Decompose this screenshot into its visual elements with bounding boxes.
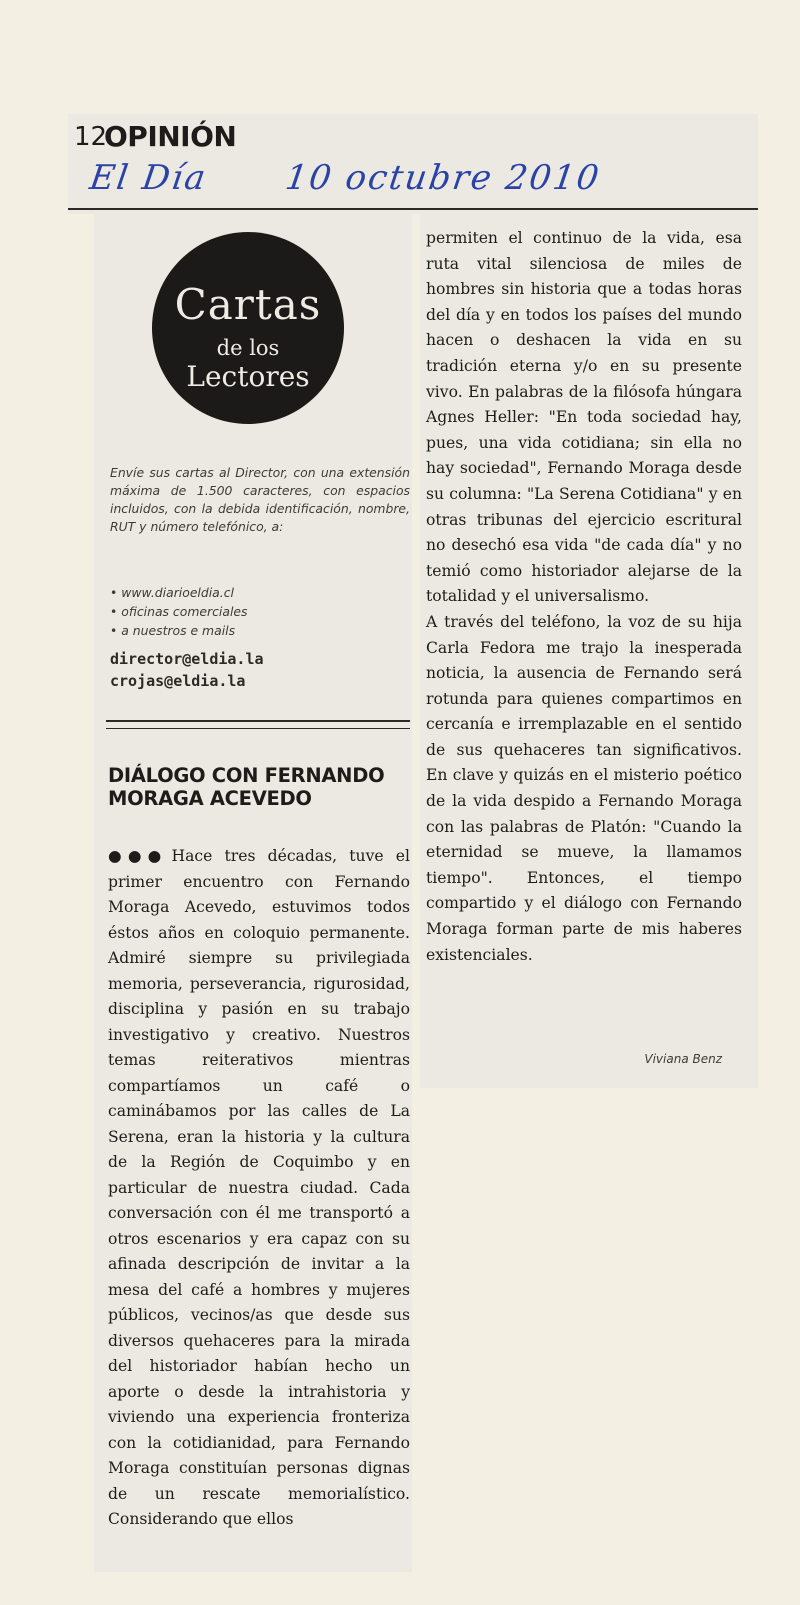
email-director: director@eldia.la [110, 650, 264, 668]
logo-line-de-los: de los [216, 336, 280, 360]
contact-offices: • oficinas comerciales [110, 604, 248, 619]
section-title: OPINIÓN [104, 120, 237, 153]
header-rule [68, 208, 758, 210]
article-text-left: Hace tres décadas, tuve el primer encuentro con Fernando Moraga Acevedo, estuvimos todos éstos años en coloquio permanente. Admiré siempre su privilegiada memoria, perseverancia, rigurosidad, disciplina y pasión en su trabajo investigativo y creativo. Nuestros temas reiterativos mientras compartíamos un café o caminábamos por las calles de La Serena, eran la historia y la cultura de la Región de Coquimbo y en particular de nuestra ciudad. Cada conversación con él me transportó a otros escenarios y era capaz con su afinada descripción de invitar a la mesa del café a hombres y mujeres públicos, vecinos/as que desde sus diversos quehaceres para la mirada del historiador habían hecho un aporte o desde la intrahistoria y viviendo una experiencia fronteriza con la cotidianidad, para Fernando Moraga constituían personas dignas de un rescate memorialístico. Considerando que ellos [108, 847, 410, 1528]
cartas-lectores-logo [152, 232, 344, 424]
article-paragraph-1: permiten el continuo de la vida, esa ruta vital silenciosa de miles de hombres sin historia que a todas horas del día y en todos los países del mundo hacen o deshacen la vida en su tradición eterna y/o en su presente vivo. En palabras de la filósofa húngara Agnes Heller: "En toda sociedad hay, pues, una vida cotidiana; sin ella no hay sociedad", Fernando Moraga desde su columna: "La Serena Cotidiana" y en otras tribunas del ejercicio escritural no desechó esa vida "de cada día" y no temió como historiador alejarse de la totalidad y el universalismo. [426, 229, 742, 606]
handwritten-annotation [87, 158, 603, 198]
handwritten-publication: El Día [87, 158, 210, 198]
article-signature: Viviana Benz [644, 1052, 722, 1066]
article-paragraph-2: A través del teléfono, la voz de su hija Carla Fedora me trajo la inesperada noticia, la ausencia de Fernando será rotunda para quienes compartimos en cercanía e irremplazable en el sentido de sus quehaceres tan significativos. En clave y quizás en el misterio poético de la vida despido a Fernando Moraga con las palabras de Platón: "Cuando la eternidad se mueve, la llamamos tiempo". Entonces, el tiempo compartido y el diálogo con Fernando Moraga forman parte de mis haberes existenciales. [426, 612, 742, 964]
logo-line-lectores: Lectores [186, 360, 310, 393]
article-body-left [108, 844, 410, 1533]
handwritten-date: 10 octubre 2010 [282, 158, 604, 198]
bullet-marks: ●●● [108, 847, 168, 865]
letters-instructions: Envíe sus cartas al Director, con una extensión máxima de 1.500 caracteres, con espacios incluidos, con la debida identificación, nombre, RUT y número telefónico, a: [110, 465, 410, 534]
page-number: 12 [74, 122, 108, 152]
section-divider [106, 720, 410, 722]
contact-list [110, 583, 410, 640]
article-headline: DIÁLOGO CON FERNANDO MORAGA ACEVEDO [108, 764, 385, 810]
contact-website: • www.diarioeldia.cl [110, 585, 234, 600]
article-body-right [426, 226, 742, 968]
contact-emails-label: • a nuestros e mails [110, 623, 236, 638]
email-list [110, 648, 264, 692]
logo-line-cartas: Cartas [174, 280, 322, 329]
section-divider-thin [106, 728, 410, 729]
email-crojas: crojas@eldia.la [110, 672, 246, 690]
